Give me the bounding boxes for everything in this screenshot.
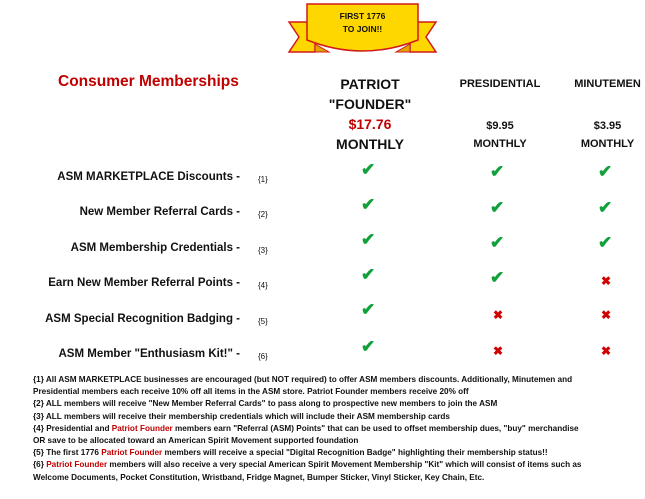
cross-icon: ✖ [601, 274, 612, 288]
plan-patriot-price: $17.76 [348, 116, 392, 132]
footnote-4b: OR save to be allocated toward an American Spirit Movement supported foundation [33, 436, 359, 446]
footnote-6a-text: {6} [33, 460, 47, 470]
feature-ref: {1} [258, 175, 268, 184]
footnotes [33, 374, 638, 484]
feature-label: ASM Member "Enthusiasm Kit!" - [58, 348, 240, 360]
footnote-5-text-2: members will receive a special "Digital Recognition Badge" highlighting their membership status!! [162, 448, 548, 458]
feature-ref: {5} [258, 317, 268, 326]
feature-label: ASM Special Recognition Badging - [45, 313, 240, 325]
footnote-6a [33, 459, 638, 471]
check-icon: ✔ [598, 233, 613, 252]
footnote-6a-highlight: Patriot Founder [46, 460, 108, 470]
promo-banner [285, 0, 440, 67]
footnote-2: {2} ALL members will receive "New Member Referral Cards" to pass along to prospective new members to join the ASM [33, 399, 498, 409]
footnote-1b: Presidential members each receive 10% off all items in the ASM store. Patriot Founder members receive 20% off [33, 387, 469, 397]
check-icon: ✔ [361, 230, 376, 249]
plan-minutemen-pricing [565, 117, 645, 153]
cross-icon: ✖ [493, 308, 504, 322]
cross-icon: ✖ [493, 344, 504, 358]
check-icon: ✔ [490, 162, 505, 181]
feature-label: ASM Membership Credentials - [70, 242, 240, 254]
feature-label: Earn New Member Referral Points - [48, 277, 240, 289]
plan-patriot-name-2: "FOUNDER" [328, 96, 412, 112]
footnote-6a-text-2: members will also receive a very special American Spirit Movement Membership "Kit" which will consist of items such as [107, 460, 582, 470]
check-icon: ✔ [361, 195, 376, 214]
check-icon: ✔ [361, 265, 376, 284]
feature-ref: {3} [258, 246, 268, 255]
plan-presidential-period: MONTHLY [473, 138, 527, 150]
footnote-4a-highlight: Patriot Founder [111, 423, 173, 433]
footnote-5-highlight: Patriot Founder [101, 448, 163, 458]
cross-icon: ✖ [601, 308, 612, 322]
check-icon: ✔ [490, 268, 505, 287]
footnote-4a-text: {4} Presidential and [33, 423, 112, 433]
cross-icon: ✖ [601, 344, 612, 358]
footnote-6b: Welcome Documents, Pocket Constitution, Wristband, Fridge Magnet, Bumper Sticker, Vinyl Sticker, Key Chain, Etc. [33, 472, 485, 482]
footnote-4a [33, 423, 638, 435]
check-icon: ✔ [490, 233, 505, 252]
check-icon: ✔ [361, 337, 376, 356]
footnote-5-text: {5} The first 1776 [33, 448, 102, 458]
plan-patriot-name-1: PATRIOT [340, 76, 400, 92]
plan-patriot-period: MONTHLY [336, 136, 404, 152]
feature-ref: {4} [258, 281, 268, 290]
plan-minutemen-name: MINUTEMEN [574, 78, 641, 90]
plan-minutemen-price: $3.95 [593, 120, 622, 132]
check-icon: ✔ [598, 162, 613, 181]
check-icon: ✔ [598, 198, 613, 217]
banner-line-1: FIRST 1776 [339, 11, 386, 21]
plan-presidential-pricing [455, 117, 545, 153]
feature-ref: {2} [258, 210, 268, 219]
banner-line-2: TO JOIN!! [342, 24, 383, 34]
check-icon: ✔ [361, 160, 376, 179]
footnote-1a: {1} All ASM MARKETPLACE businesses are encouraged (but NOT required) to offer ASM members discounts. Additionally, Minutemen and [33, 375, 573, 384]
footnote-5 [33, 447, 638, 459]
feature-label: ASM MARKETPLACE Discounts - [57, 171, 240, 183]
page-title: Consumer Memberships [58, 73, 239, 90]
plan-presidential-price: $9.95 [486, 120, 514, 132]
plan-presidential-name: PRESIDENTIAL [459, 78, 541, 90]
feature-label: New Member Referral Cards - [79, 206, 240, 218]
feature-ref: {6} [258, 352, 268, 361]
footnote-4a-text-2: members earn "Referral (ASM) Points" that can be used to offset membership dues, "buy" merchandise [172, 423, 579, 433]
plan-minutemen-period: MONTHLY [580, 138, 635, 150]
footnote-3: {3} ALL members will receive their membership credentials which will include their ASM membership cards [33, 411, 450, 421]
plan-patriot-header [320, 74, 420, 154]
check-icon: ✔ [490, 198, 505, 217]
check-icon: ✔ [361, 300, 376, 319]
